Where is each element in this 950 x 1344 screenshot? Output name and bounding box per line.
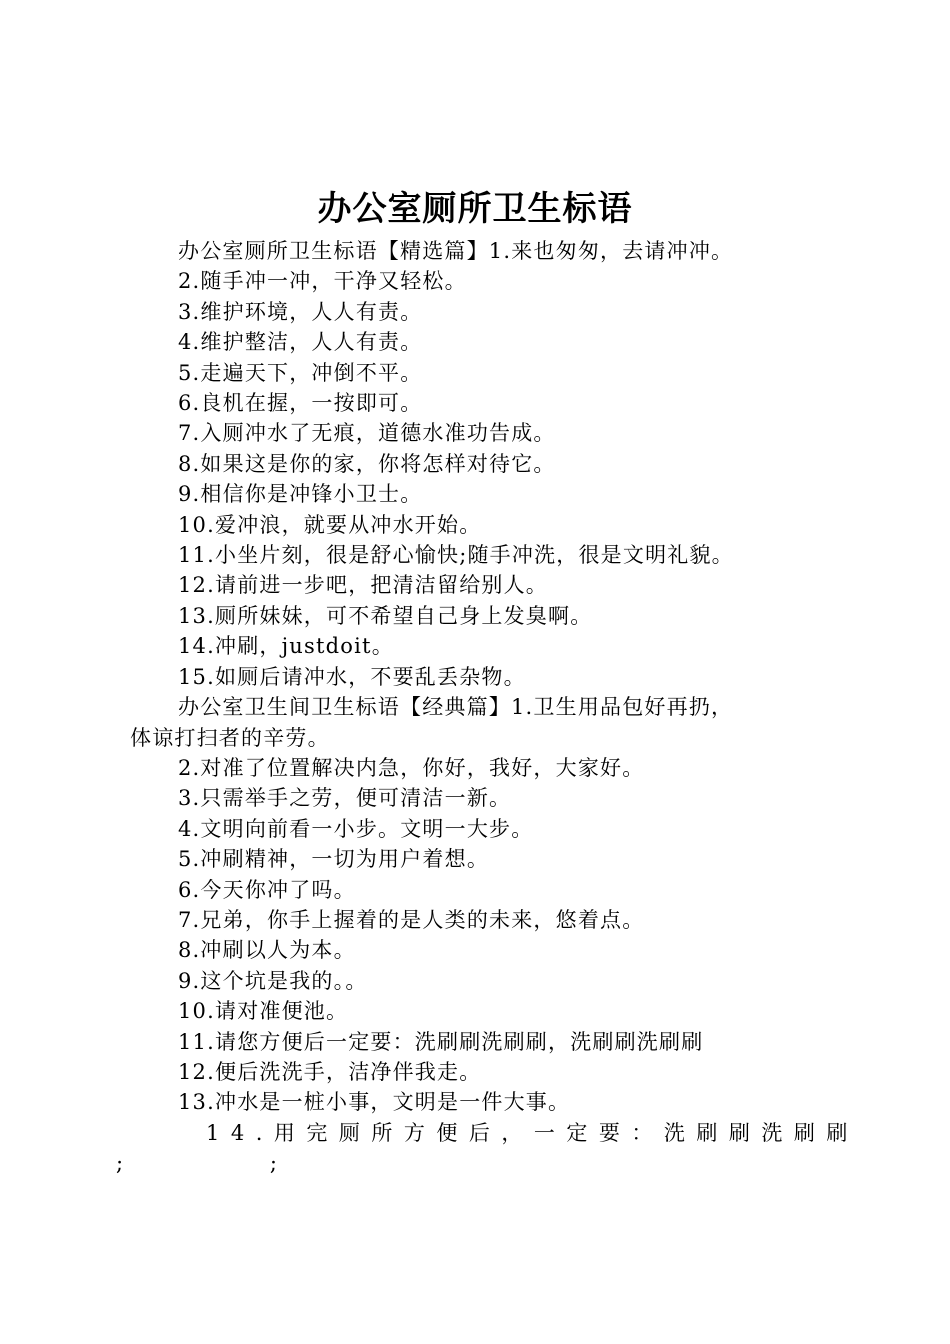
section2-line: 11.请您方便后一定要：洗刷刷洗刷刷，洗刷刷洗刷刷	[178, 1029, 704, 1054]
section1-line: 4.维护整洁，人人有责。	[178, 330, 423, 355]
section1-line: 3.维护环境，人人有责。	[178, 299, 423, 324]
document-title: 办公室厕所卫生标语	[317, 189, 633, 229]
section2-line: 5.冲刷精神，一切为用户着想。	[178, 847, 490, 872]
section1-line: 10.爱冲浪，就要从冲水开始。	[178, 512, 482, 537]
section2-line: 9.这个坑是我的。。	[178, 968, 368, 993]
item14-tail-line: ; ;	[116, 1151, 278, 1176]
section2-intro-second-line: 体谅打扫者的辛劳。	[130, 725, 330, 750]
section2-line: 6.今天你冲了吗。	[178, 877, 356, 902]
section2-line: 8.冲刷以人为本。	[178, 938, 356, 963]
section2-intro-paragraph	[130, 692, 840, 753]
section2-intro-first-line: 办公室卫生间卫生标语【经典篇】1.卫生用品包好再扔，	[178, 695, 734, 720]
section1-line: 9.相信你是冲锋小卫士。	[178, 482, 423, 507]
section1-line: 14.冲刷，justdoit。	[178, 634, 394, 659]
section2-line: 12.便后洗洗手，洁净伴我走。	[178, 1059, 482, 1084]
section1-line: 8.如果这是你的家，你将怎样对待它。	[178, 451, 556, 476]
section2-line: 2.对准了位置解决内急，你好，我好，大家好。	[178, 755, 645, 780]
section1-line: 5.走遍天下，冲倒不平。	[178, 360, 423, 385]
section1-line: 13.厕所妹妹，可不希望自己身上发臭啊。	[178, 603, 593, 628]
document-body	[116, 236, 859, 1179]
section2-line: 13.冲水是一桩小事，文明是一件大事。	[178, 1090, 571, 1115]
item14-line: 14.用完厕所方便后，一定要：洗刷刷洗刷刷	[206, 1120, 859, 1145]
section2-line: 3.只需举手之劳，便可清洁一新。	[178, 786, 512, 811]
section1-line: 6.良机在握，一按即可。	[178, 391, 423, 416]
section1-line: 办公室厕所卫生标语【精选篇】1.来也匆匆，去请冲冲。	[178, 239, 734, 263]
section2-line: 10.请对准便池。	[178, 999, 349, 1024]
section1-line: 15.如厕后请冲水，不要乱丢杂物。	[178, 664, 526, 689]
section2-line: 7.兄弟，你手上握着的是人类的未来，悠着点。	[178, 907, 645, 932]
section1-line: 11.小坐片刻，很是舒心愉快;随手冲洗，很是文明礼貌。	[178, 543, 734, 568]
section1-line: 2.随手冲一冲，干净又轻松。	[178, 269, 467, 294]
section1-line: 12.请前进一步吧，把清洁留给别人。	[178, 573, 548, 598]
section2-line: 4.文明向前看一小步。文明一大步。	[178, 816, 534, 841]
section1-line: 7.入厕冲水了无痕，道德水准功告成。	[178, 421, 556, 446]
